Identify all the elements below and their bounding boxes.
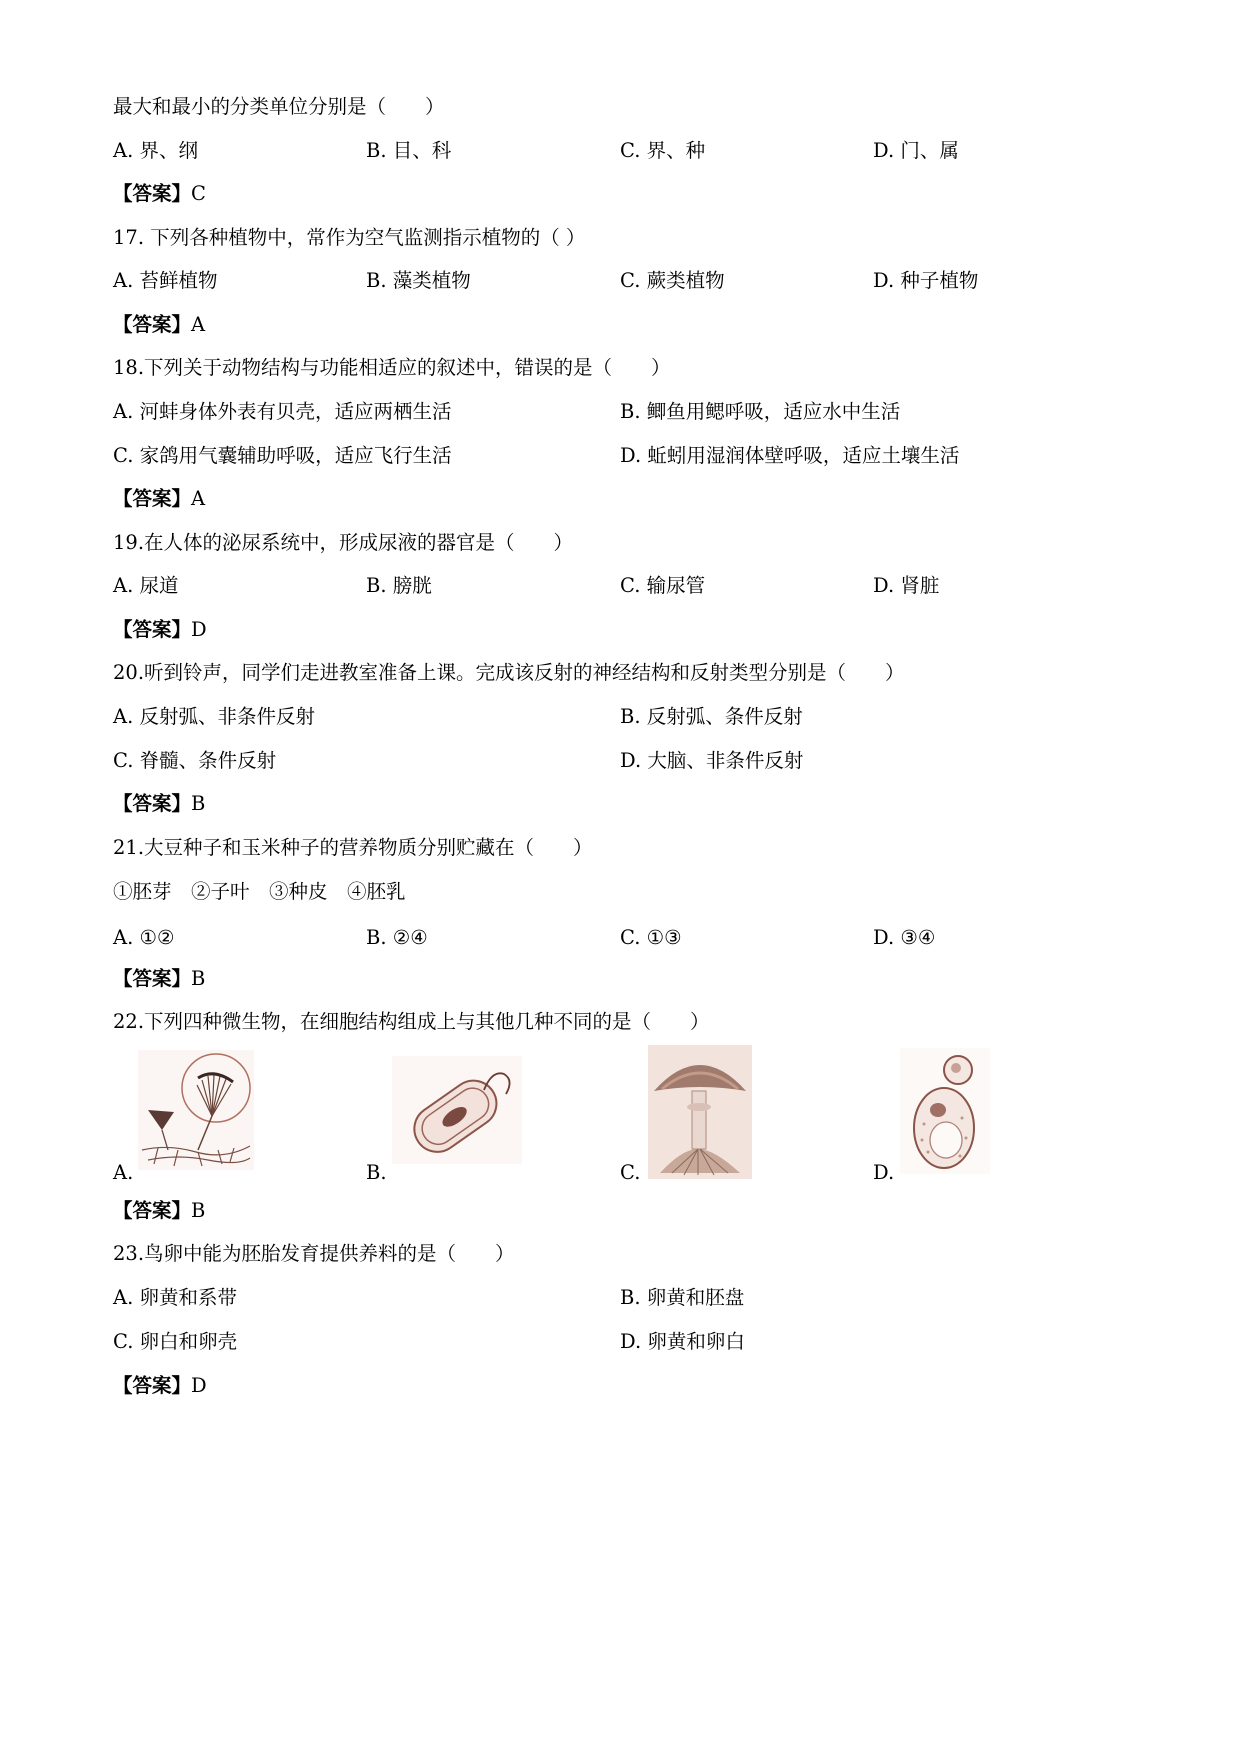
question-22-stem: 22.下列四种微生物，在细胞结构组成上与其他几种不同的是（ ） [113,1010,710,1033]
q22-option-a: A. [113,1161,134,1184]
question-23-stem: 23.鸟卵中能为胚胎发育提供养料的是（ ） [113,1242,515,1265]
q18-answer [113,486,205,512]
q17-option-b: B. 藻类植物 [366,269,471,292]
q17-answer [113,312,205,338]
q21-option-a: A. ①② [113,926,175,949]
q16-answer [113,181,206,207]
q23-option-c: C. 卵白和卵壳 [113,1330,238,1353]
answer-value: D [191,618,207,641]
q21-answer [113,966,205,992]
q17-option-a: A. 苔鲜植物 [113,269,218,292]
answer-value: C [191,182,206,205]
answer-label: 【答案】 [113,313,192,336]
question-16-stem: 最大和最小的分类单位分别是（ ） [113,95,445,118]
q23-option-a: A. 卵黄和系带 [113,1286,237,1309]
q18-option-b: B. 鲫鱼用鳃呼吸，适应水中生活 [620,400,901,423]
q19-answer [113,617,207,643]
q21-option-b: B. ②④ [366,926,428,949]
answer-label: 【答案】 [113,1199,192,1222]
q16-option-d: D. 门、属 [873,139,959,162]
q22-option-c: C. [620,1161,641,1184]
q18-option-a: A. 河蚌身体外表有贝壳，适应两栖生活 [113,400,452,423]
answer-value: D [191,1374,207,1397]
answer-value: B [191,1199,206,1222]
mushroom-icon [648,1045,752,1179]
mold-icon [138,1050,254,1170]
answer-value: A [191,313,206,336]
q19-option-a: A. 尿道 [113,574,179,597]
q16-option-c: C. 界、种 [620,139,706,162]
answer-label: 【答案】 [113,967,192,990]
q23-option-b: B. 卵黄和胚盘 [620,1286,745,1309]
q19-option-b: B. 膀胱 [366,574,432,597]
bacterium-icon [392,1056,522,1164]
q23-option-d: D. 卵黄和卵白 [620,1330,745,1353]
answer-value: A [191,487,206,510]
q22-answer [113,1198,205,1224]
answer-value: B [191,967,206,990]
q22-option-d: D. [873,1161,895,1184]
q21-option-d: D. ③④ [873,926,936,949]
q18-option-d: D. 蚯蚓用湿润体壁呼吸，适应土壤生活 [620,444,960,467]
q16-option-a: A. 界、纲 [113,139,198,162]
q20-option-b: B. 反射弧、条件反射 [620,705,803,728]
question-21-stem: 21.大豆种子和玉米种子的营养物质分别贮藏在（ ） [113,836,593,859]
q18-option-c: C. 家鸽用气囊辅助呼吸，适应飞行生活 [113,444,452,467]
q17-option-d: D. 种子植物 [873,269,979,292]
answer-label: 【答案】 [113,792,192,815]
yeast-icon [900,1048,990,1174]
q16-option-b: B. 目、科 [366,139,452,162]
q20-answer [113,791,205,817]
q20-option-c: C. 脊髓、条件反射 [113,749,277,772]
answer-label: 【答案】 [113,618,192,641]
answer-label: 【答案】 [113,487,192,510]
q23-answer [113,1373,207,1399]
q17-option-c: C. 蕨类植物 [620,269,725,292]
q19-option-c: C. 输尿管 [620,574,706,597]
question-19-stem: 19.在人体的泌尿系统中，形成尿液的器官是（ ） [113,531,574,554]
q20-option-a: A. 反射弧、非条件反射 [113,705,315,728]
answer-value: B [191,792,206,815]
q21-items: ①胚芽 ②子叶 ③种皮 ④胚乳 [113,880,406,903]
q21-option-c: C. ①③ [620,926,682,949]
q19-option-d: D. 肾脏 [873,574,940,597]
q22-option-b: B. [366,1161,387,1184]
q20-option-d: D. 大脑、非条件反射 [620,749,804,772]
answer-label: 【答案】 [113,182,192,205]
question-20-stem: 20.听到铃声，同学们走进教室准备上课。完成该反射的神经结构和反射类型分别是（ ） [113,661,905,684]
question-18-stem: 18.下列关于动物结构与功能相适应的叙述中，错误的是（ ） [113,356,671,379]
answer-label: 【答案】 [113,1374,192,1397]
question-17-stem: 17. 下列各种植物中，常作为空气监测指示植物的（ ） [113,226,586,249]
